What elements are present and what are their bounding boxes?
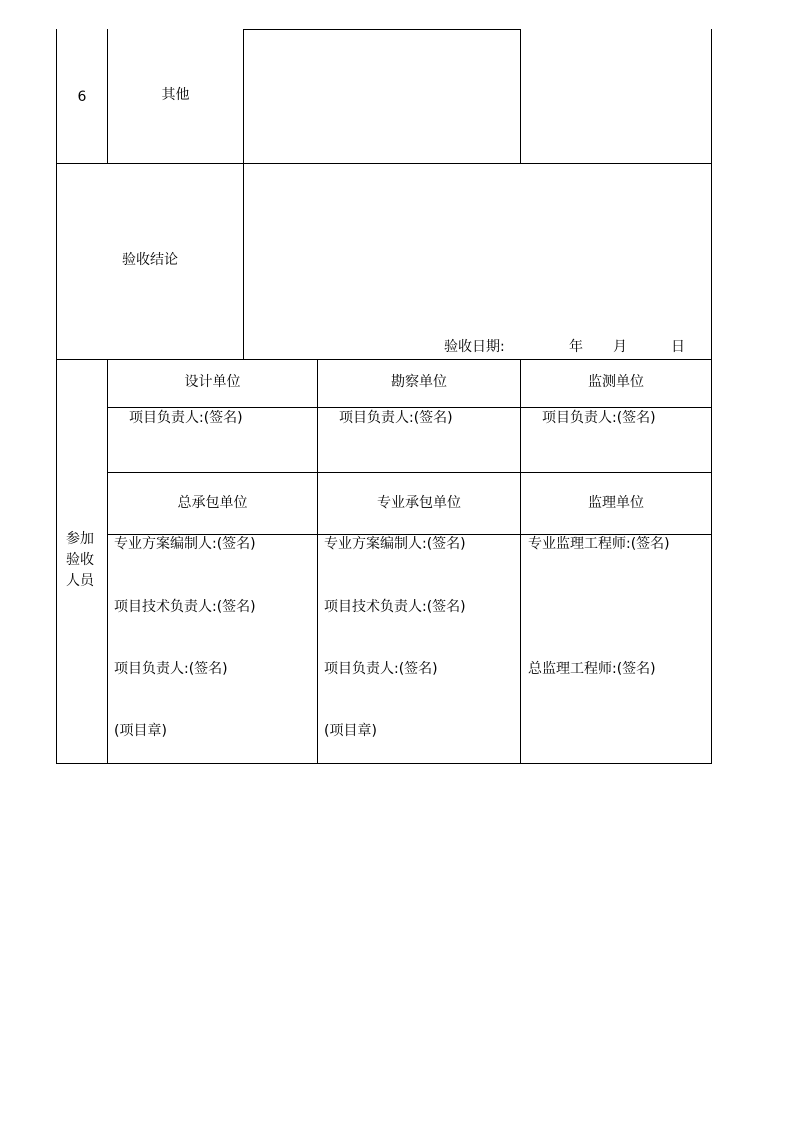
- row-label: 其他: [161, 87, 190, 103]
- conclusion-label: 验收结论: [122, 252, 178, 268]
- unit-title-design: 设计单位: [184, 374, 241, 390]
- date-month: 月: [613, 339, 627, 355]
- date-year: 年: [569, 339, 583, 355]
- signature-line: 专业监理工程师:(签名): [528, 536, 670, 552]
- signature-line: 项目技术负责人:(签名): [324, 599, 466, 615]
- date-day: 日: [671, 339, 685, 355]
- row6-bottom: [56, 163, 712, 164]
- signature-line: 项目负责人:(签名): [129, 410, 243, 426]
- unit-title-survey: 勘察单位: [391, 374, 447, 390]
- border-right: [711, 29, 712, 763]
- project-seal-note: (项目章): [324, 723, 377, 739]
- signature-line: 项目负责人:(签名): [324, 661, 438, 677]
- divider-content-col: [520, 29, 521, 163]
- divider-unit-col-1: [317, 359, 318, 763]
- conclusion-bottom: [56, 359, 712, 360]
- project-seal-note: (项目章): [114, 723, 167, 739]
- signature-line: 项目负责人:(签名): [114, 661, 228, 677]
- border-left: [56, 29, 57, 763]
- divider-unit-col-2: [520, 359, 521, 763]
- row-number: 6: [77, 89, 87, 105]
- top-units-header-bottom: [107, 407, 712, 408]
- signature-line: 项目技术负责人:(签名): [114, 599, 256, 615]
- table-bottom: [56, 763, 712, 764]
- divider-label-col: [243, 29, 244, 359]
- unit-title-specialty-contractor: 专业承包单位: [377, 495, 461, 511]
- top-units-bottom: [107, 472, 712, 473]
- signature-line: 项目负责人:(签名): [339, 410, 453, 426]
- unit-title-supervision: 监理单位: [588, 495, 644, 511]
- unit-title-monitoring: 监测单位: [588, 374, 644, 390]
- participants-label-line: 人员: [66, 573, 94, 589]
- signature-line: 专业方案编制人:(签名): [324, 536, 466, 552]
- participants-label-line: 验收: [66, 552, 94, 568]
- acceptance-date-label: 验收日期:: [444, 339, 505, 355]
- participants-label-line: 参加: [66, 531, 94, 547]
- unit-title-general-contractor: 总承包单位: [177, 495, 248, 511]
- divider-participants-label: [107, 359, 108, 763]
- signature-line: 专业方案编制人:(签名): [114, 536, 256, 552]
- box-top: [243, 29, 521, 30]
- signature-line: 总监理工程师:(签名): [528, 661, 656, 677]
- signature-line: 项目负责人:(签名): [542, 410, 656, 426]
